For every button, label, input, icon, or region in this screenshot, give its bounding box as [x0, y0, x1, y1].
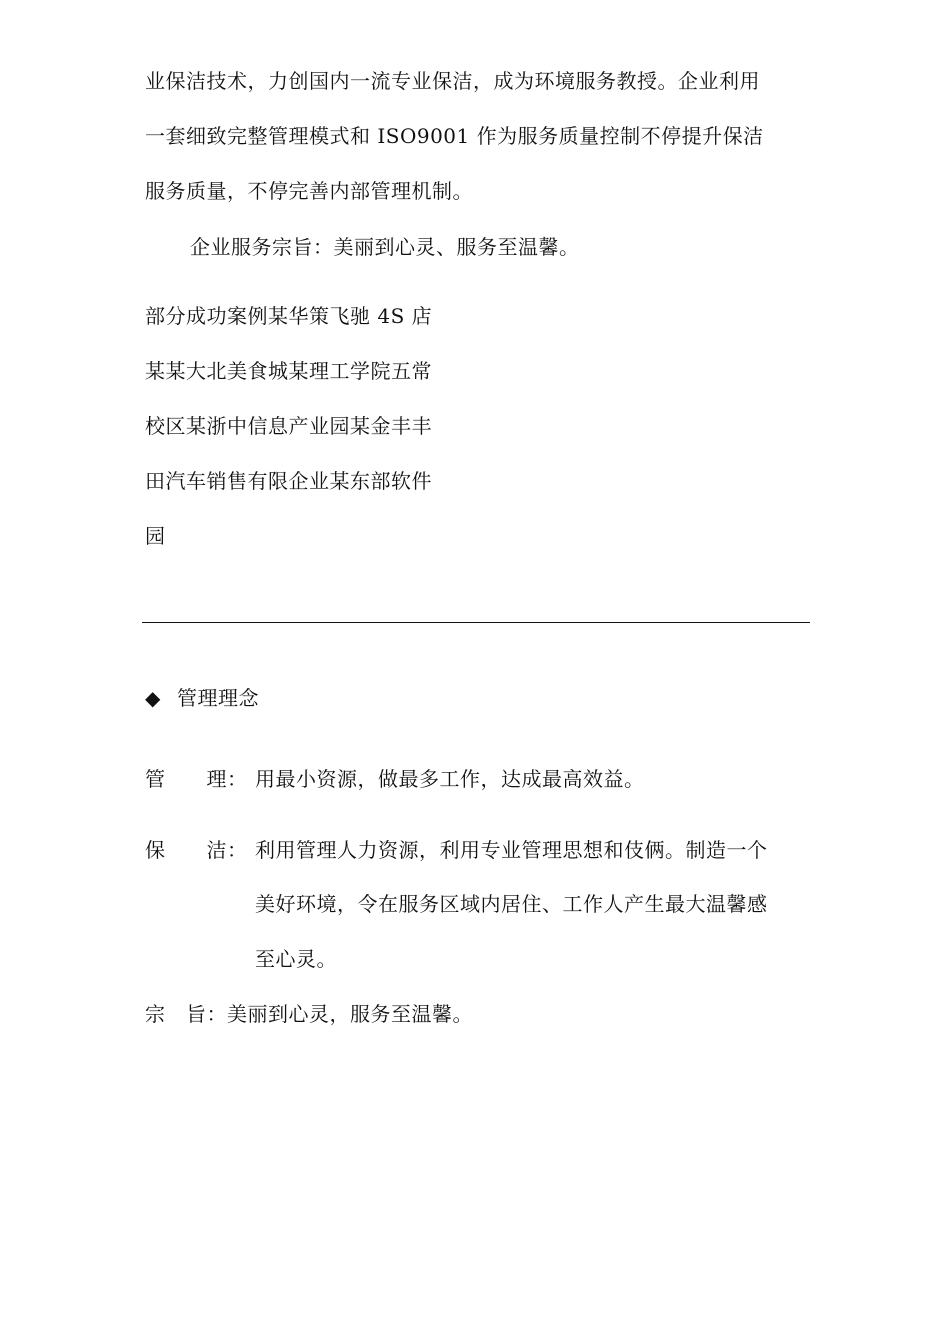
philosophy-heading-row	[145, 684, 259, 712]
management-text: 用最小资源，做最多工作，达成最高效益。	[255, 767, 645, 791]
case-line-2: 某某大北美食城某理工学院五常	[145, 359, 432, 383]
case-line-5: 园	[145, 524, 166, 548]
management-term: 管 理：	[145, 767, 248, 791]
management-row	[145, 765, 645, 793]
case-line-3: 校区某浙中信息产业园某金丰丰	[145, 414, 432, 438]
cleaning-text-3: 至心灵。	[255, 947, 337, 971]
diamond-bullet-icon: ◆	[145, 686, 161, 710]
case-line-1: 部分成功案例某华策飞驰 4S 店	[145, 304, 433, 328]
horizontal-divider	[142, 622, 810, 623]
intro-line-3: 服务质量，不停完善内部管理机制。	[145, 179, 473, 203]
cleaning-text-1: 利用管理人力资源，利用专业管理思想和伎俩。制造一个	[255, 838, 768, 862]
case-line-4: 田汽车销售有限企业某东部软件	[145, 469, 432, 493]
philosophy-heading: 管理理念	[177, 686, 259, 710]
intro-line-2: 一套细致完整管理模式和 ISO9001 作为服务质量控制不停提升保洁	[145, 124, 764, 148]
cleaning-text-2: 美好环境，令在服务区域内居住、工作人产生最大温馨感	[255, 892, 768, 916]
purpose-row	[145, 1000, 473, 1028]
service-purpose-line: 企业服务宗旨：美丽到心灵、服务至温馨。	[190, 235, 580, 259]
purpose-text: 美丽到心灵，服务至温馨。	[227, 1002, 473, 1026]
cleaning-row	[145, 836, 768, 864]
purpose-term: 宗 旨：	[145, 1002, 227, 1026]
cleaning-term: 保 洁：	[145, 838, 248, 862]
intro-line-1: 业保洁技术，力创国内一流专业保洁，成为环境服务教授。企业利用	[145, 69, 760, 93]
